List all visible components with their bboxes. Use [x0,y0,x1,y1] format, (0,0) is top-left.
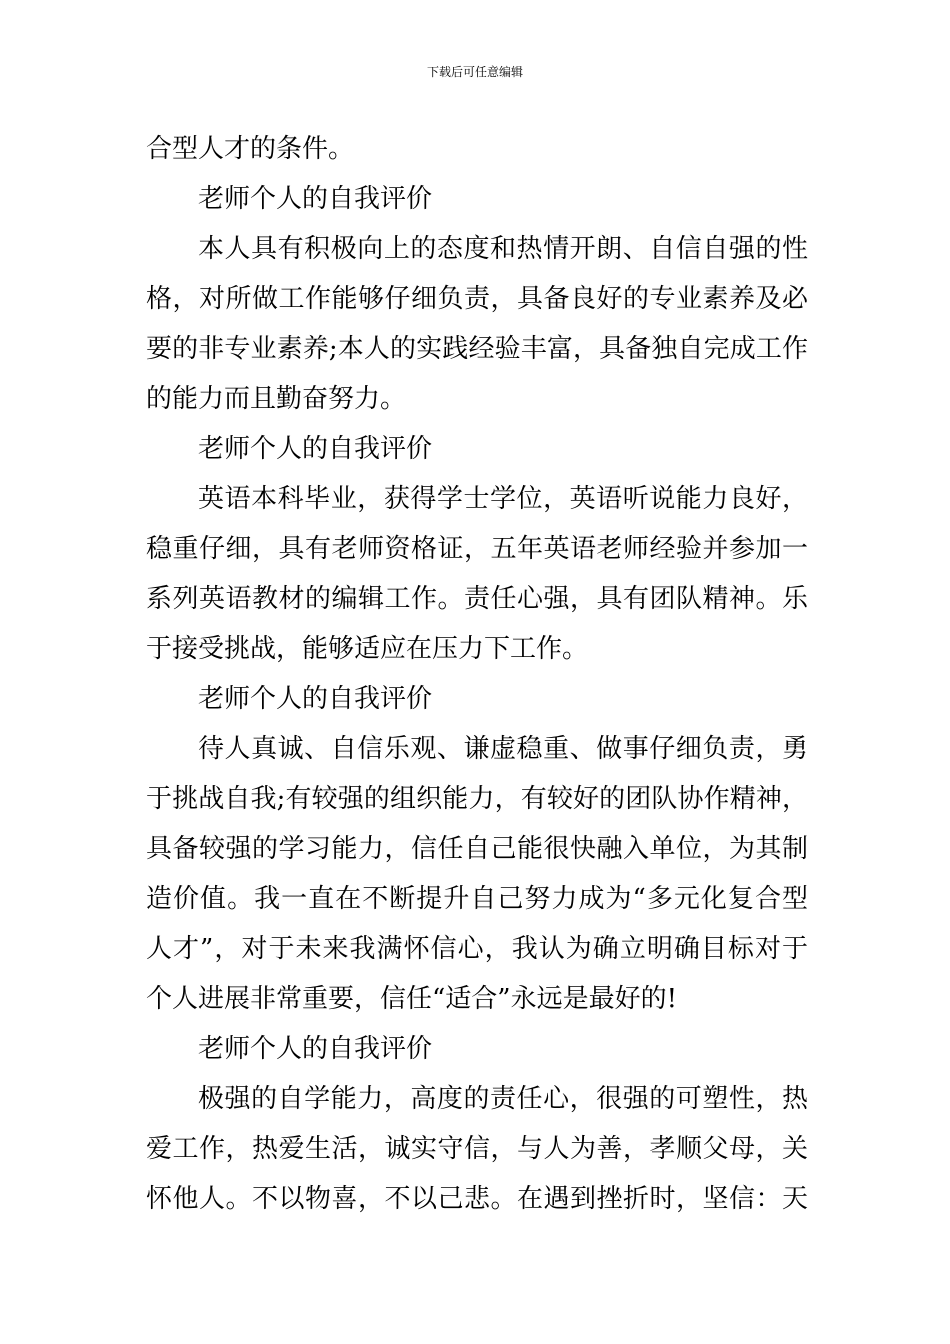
paragraph-line: 个人进展非常重要，信任“适合”永远是最好的! [146,984,678,1014]
paragraph-line: 格，对所做工作能够仔细负责，具备良好的专业素养及必 [146,284,808,314]
paragraph-line: 极强的自学能力，高度的责任心，很强的可塑性，热 [198,1084,808,1114]
paragraph-line: 本人具有积极向上的态度和热情开朗、自信自强的性 [198,234,808,264]
paragraph-line: 合型人才的条件。 [146,134,355,164]
paragraph-line: 具备较强的学习能力，信任自己能很快融入单位，为其制 [146,834,808,864]
paragraph-line: 怀他人。不以物喜，不以己悲。在遇到挫折时，坚信：天 [146,1184,808,1214]
paragraph-line: 于接受挑战，能够适应在压力下工作。 [146,634,589,664]
section-heading: 老师个人的自我评价 [198,434,433,464]
page-header-note: 下载后可任意编辑 [426,65,523,79]
section-heading: 老师个人的自我评价 [198,684,433,714]
paragraph-line: 造价值。我一直在不断提升自己努力成为“多元化复合型 [146,884,808,914]
document-body [146,124,808,1224]
paragraph-line: 于挑战自我;有较强的组织能力，有较好的团队协作精神， [146,784,808,814]
paragraph-line: 人才”，对于未来我满怀信心，我认为确立明确目标对于 [146,934,808,964]
paragraph-line: 爱工作，热爱生活，诚实守信，与人为善，孝顺父母，关 [146,1134,808,1164]
paragraph-line: 要的非专业素养;本人的实践经验丰富，具备独自完成工作 [146,334,808,364]
paragraph-line: 稳重仔细，具有老师资格证，五年英语老师经验并参加一 [146,534,808,564]
section-heading: 老师个人的自我评价 [198,184,433,214]
paragraph-line: 的能力而且勤奋努力。 [146,384,407,414]
paragraph-line: 待人真诚、自信乐观、谦虚稳重、做事仔细负责，勇 [198,734,808,764]
paragraph-line: 系列英语教材的编辑工作。责任心强，具有团队精神。乐 [146,584,808,614]
paragraph-line: 英语本科毕业，获得学士学位，英语听说能力良好， [198,484,808,514]
section-heading: 老师个人的自我评价 [198,1034,433,1064]
